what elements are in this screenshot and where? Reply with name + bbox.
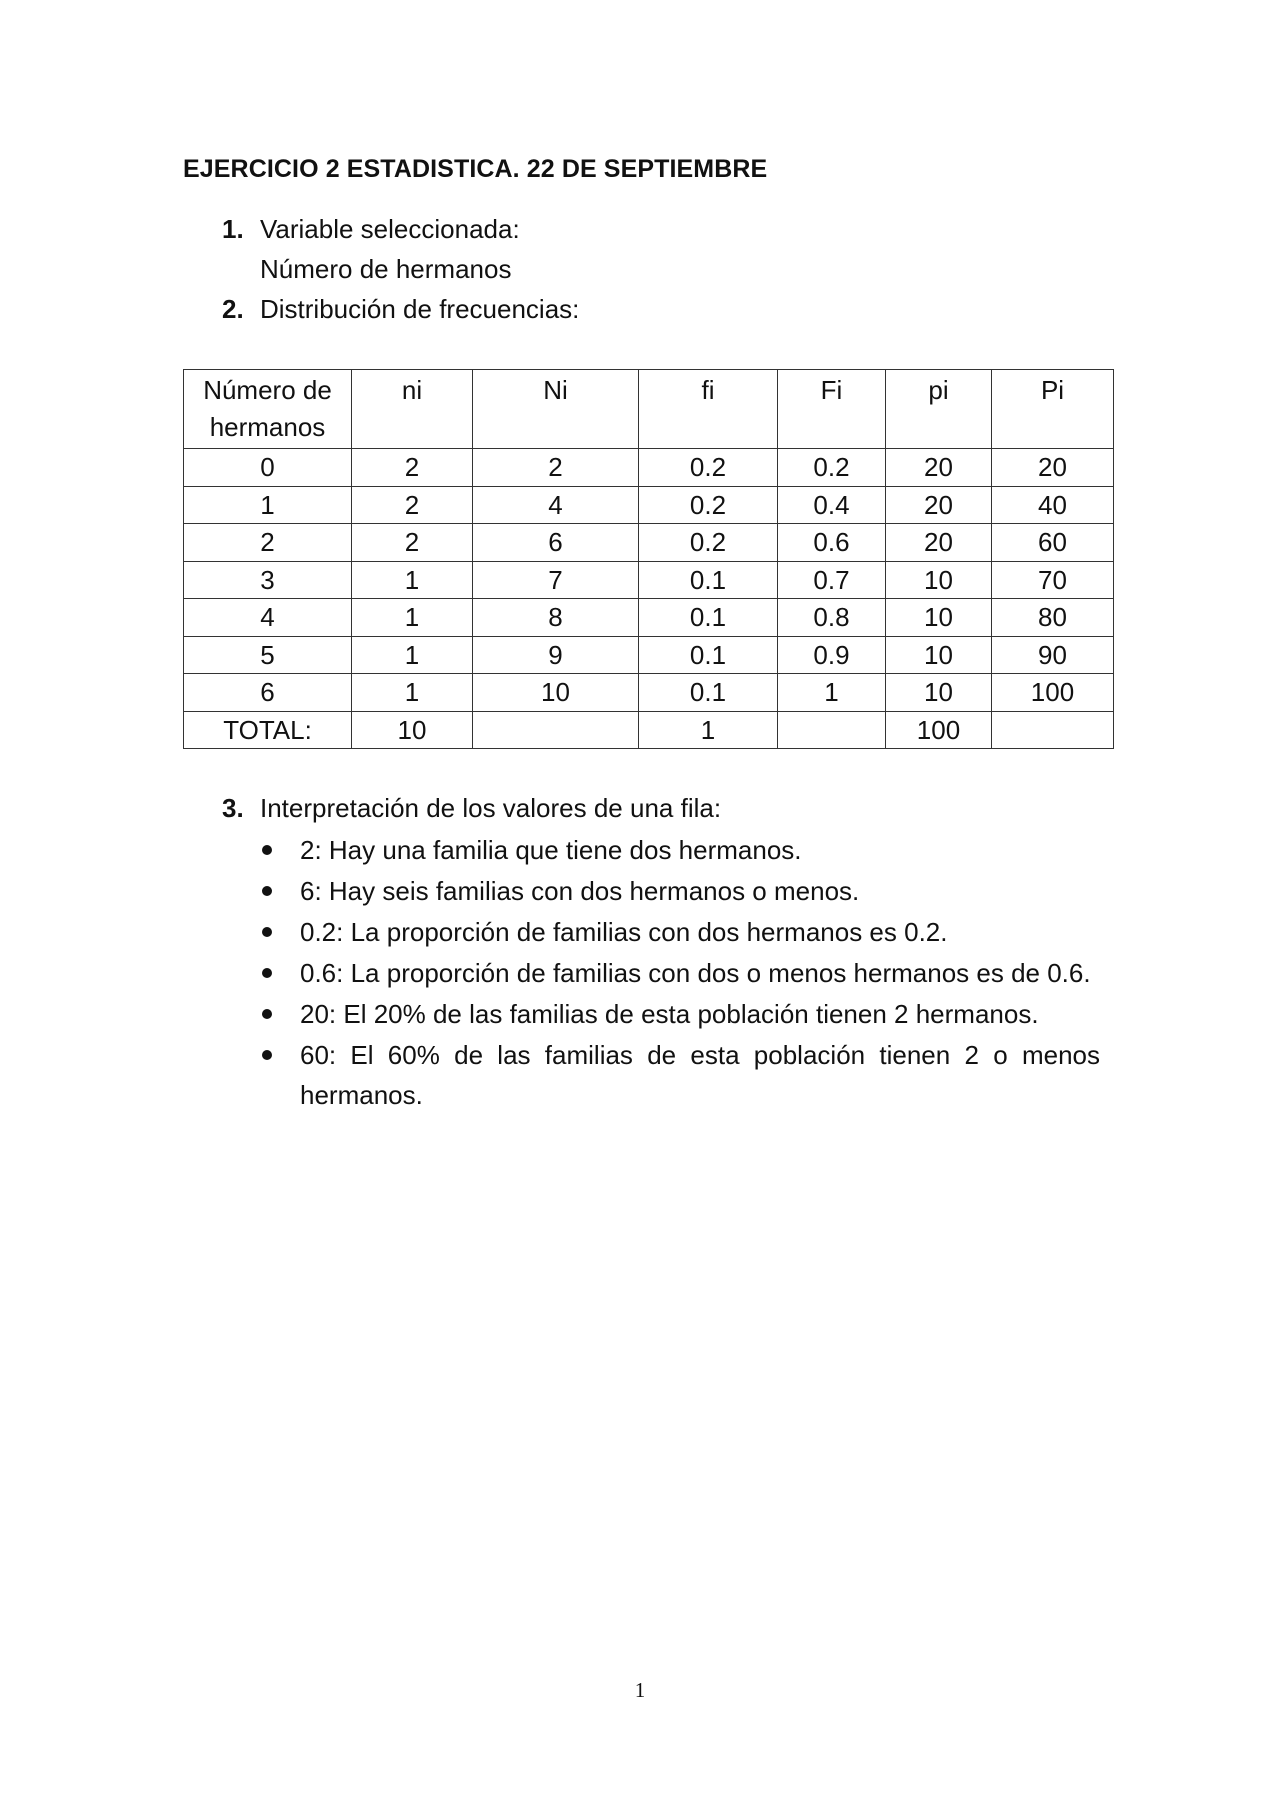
list-item xyxy=(258,953,1100,993)
table-cell: 0 xyxy=(184,449,352,487)
table-cell: 0.2 xyxy=(639,449,778,487)
list-item xyxy=(258,994,1100,1034)
header-pi: pi xyxy=(886,370,992,449)
table-cell: 3 xyxy=(184,561,352,599)
section-interpretation xyxy=(222,788,721,828)
section-number: 2. xyxy=(222,294,244,324)
table-cell: 90 xyxy=(992,636,1114,674)
header-numero-hermanos: Número de hermanos xyxy=(184,370,352,449)
list-item-text: 6: Hay seis familias con dos hermanos o menos. xyxy=(300,876,860,906)
section-heading: Interpretación de los valores de una fila: xyxy=(260,793,722,823)
document-title: EJERCICIO 2 ESTADISTICA. 22 DE SEPTIEMBRE xyxy=(183,155,768,183)
table-header-row xyxy=(184,370,1114,449)
table-row xyxy=(184,636,1114,674)
page-number: 1 xyxy=(634,1678,646,1702)
table-cell: 4 xyxy=(184,599,352,637)
table-cell: 20 xyxy=(992,449,1114,487)
frequency-table xyxy=(183,369,1114,749)
table-cell: 0.2 xyxy=(639,524,778,562)
table-cell: 0.9 xyxy=(778,636,886,674)
table-cell: 4 xyxy=(473,486,639,524)
header-fi: fi xyxy=(639,370,778,449)
section-number: 1. xyxy=(222,214,244,244)
table-cell: 2 xyxy=(352,486,473,524)
table-cell: 40 xyxy=(992,486,1114,524)
table-cell: 0.4 xyxy=(778,486,886,524)
header-Pi: Pi xyxy=(992,370,1114,449)
table-cell: 1 xyxy=(184,486,352,524)
list-item-text: 0.6: La proporción de familias con dos o menos hermanos es de 0.6. xyxy=(300,958,1091,988)
table-cell: 2 xyxy=(352,524,473,562)
table-cell: 1 xyxy=(352,674,473,712)
table-cell: 100 xyxy=(886,711,992,749)
list-item-text: 60: El 60% de las familias de esta población tienen 2 o menos hermanos. xyxy=(300,1040,1100,1110)
interpretation-list xyxy=(258,830,1100,1116)
bullet-icon xyxy=(262,927,272,937)
list-item-text: 0.2: La proporción de familias con dos hermanos es 0.2. xyxy=(300,917,948,947)
table-cell: 6 xyxy=(184,674,352,712)
table-cell: 10 xyxy=(352,711,473,749)
header-Fi: Fi xyxy=(778,370,886,449)
header-Ni: Ni xyxy=(473,370,639,449)
table-cell: 0.1 xyxy=(639,599,778,637)
section-number: 3. xyxy=(222,793,244,823)
table-cell xyxy=(473,711,639,749)
section-heading: Distribución de frecuencias: xyxy=(260,294,580,324)
table-cell: 70 xyxy=(992,561,1114,599)
list-item-text: 20: El 20% de las familias de esta población tienen 2 hermanos. xyxy=(300,999,1039,1029)
table-cell: 0.2 xyxy=(778,449,886,487)
table-cell: 6 xyxy=(473,524,639,562)
bullet-icon xyxy=(262,968,272,978)
table-row xyxy=(184,524,1114,562)
table-total-row xyxy=(184,711,1114,749)
table-cell: 1 xyxy=(352,599,473,637)
list-item-text: 2: Hay una familia que tiene dos hermanos. xyxy=(300,835,802,865)
table-cell: 2 xyxy=(184,524,352,562)
table-cell: 10 xyxy=(886,674,992,712)
table-cell: 10 xyxy=(473,674,639,712)
table-cell: 10 xyxy=(886,636,992,674)
table-cell: 10 xyxy=(886,599,992,637)
list-item xyxy=(258,830,1100,870)
list-item xyxy=(258,871,1100,911)
bullet-icon xyxy=(262,1050,272,1060)
table-cell: 0.2 xyxy=(639,486,778,524)
table-cell: 1 xyxy=(639,711,778,749)
table-row xyxy=(184,674,1114,712)
table-cell: 2 xyxy=(352,449,473,487)
section-heading: Variable seleccionada: xyxy=(260,214,520,244)
table-cell: 9 xyxy=(473,636,639,674)
bullet-icon xyxy=(262,886,272,896)
section-distribution xyxy=(222,289,579,329)
table-cell: 20 xyxy=(886,524,992,562)
table-cell: 1 xyxy=(778,674,886,712)
bullet-icon xyxy=(262,845,272,855)
table-cell: 0.1 xyxy=(639,636,778,674)
table-cell: 8 xyxy=(473,599,639,637)
section-variable xyxy=(222,209,520,289)
table-cell xyxy=(992,711,1114,749)
header-ni: ni xyxy=(352,370,473,449)
table-cell xyxy=(778,711,886,749)
table-cell: 10 xyxy=(886,561,992,599)
table-cell: 100 xyxy=(992,674,1114,712)
table-row xyxy=(184,599,1114,637)
table-cell: 60 xyxy=(992,524,1114,562)
table-cell: 1 xyxy=(352,636,473,674)
table-cell: 2 xyxy=(473,449,639,487)
table-cell: 20 xyxy=(886,449,992,487)
table-cell: 0.1 xyxy=(639,674,778,712)
table-row xyxy=(184,486,1114,524)
table-cell: 20 xyxy=(886,486,992,524)
table-cell: 80 xyxy=(992,599,1114,637)
table-cell: 7 xyxy=(473,561,639,599)
table-cell: 5 xyxy=(184,636,352,674)
table-cell: 1 xyxy=(352,561,473,599)
table-cell: 0.7 xyxy=(778,561,886,599)
bullet-icon xyxy=(262,1009,272,1019)
selected-variable: Número de hermanos xyxy=(260,254,512,284)
table-row xyxy=(184,561,1114,599)
list-item xyxy=(258,912,1100,952)
table-cell: TOTAL: xyxy=(184,711,352,749)
table-cell: 0.1 xyxy=(639,561,778,599)
list-item xyxy=(258,1035,1100,1115)
table-row xyxy=(184,449,1114,487)
table-cell: 0.8 xyxy=(778,599,886,637)
table-cell: 0.6 xyxy=(778,524,886,562)
